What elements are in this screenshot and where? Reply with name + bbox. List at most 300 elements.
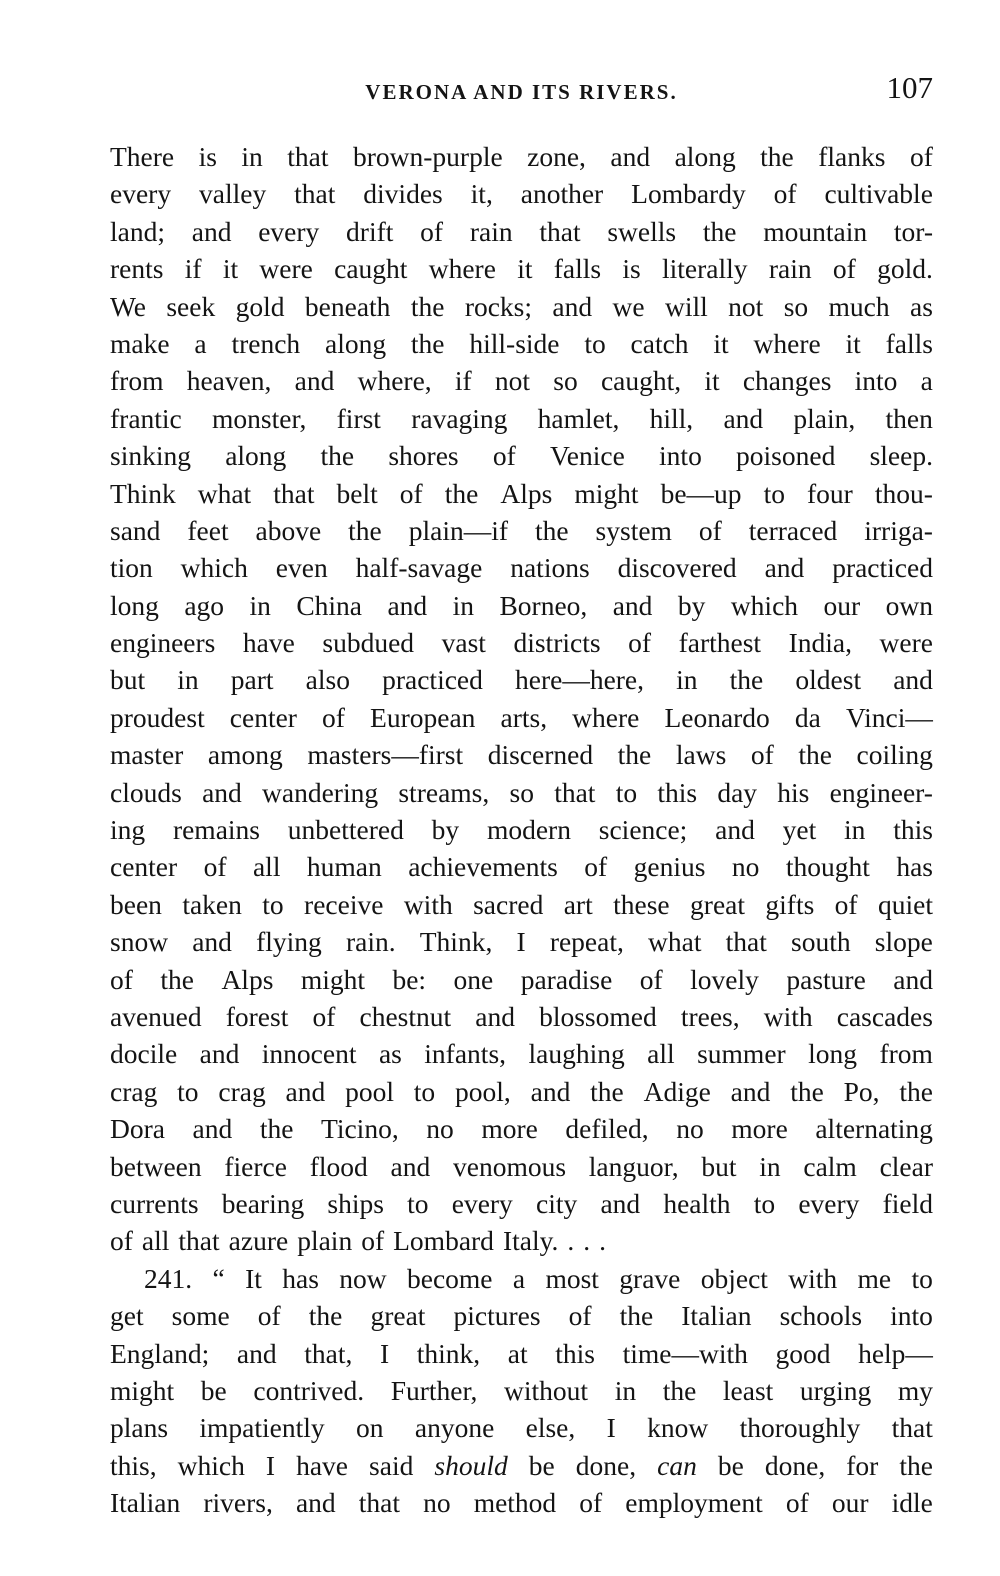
word: along xyxy=(324,327,387,359)
word: above xyxy=(255,514,322,546)
word: and xyxy=(294,365,335,397)
word: that xyxy=(358,1487,400,1519)
word: which xyxy=(730,589,799,621)
text-line-36 xyxy=(110,1447,933,1484)
text-line-29 xyxy=(110,1185,933,1222)
word: of xyxy=(785,1487,809,1519)
word: pool, xyxy=(455,1075,511,1107)
word: beneath xyxy=(304,290,391,322)
text-line-28 xyxy=(110,1148,933,1185)
word: zone, xyxy=(527,141,586,172)
word: gold. xyxy=(877,253,933,285)
word: to xyxy=(911,1262,933,1294)
word: India, xyxy=(788,627,852,659)
word: and xyxy=(199,1038,240,1070)
word: of xyxy=(584,851,608,883)
word: the xyxy=(590,1075,624,1107)
word: the xyxy=(760,141,794,172)
word: to xyxy=(753,1187,776,1219)
word: the xyxy=(899,1075,933,1107)
word: chestnut xyxy=(359,1000,452,1032)
word: the xyxy=(790,1075,824,1107)
word: a xyxy=(194,327,207,359)
word: belt xyxy=(336,477,378,509)
word: languor, xyxy=(588,1150,679,1182)
word: laughing xyxy=(528,1038,625,1070)
text-line-34 xyxy=(110,1372,933,1409)
word: much xyxy=(828,290,890,322)
word: is xyxy=(198,141,217,172)
word: crag xyxy=(110,1075,158,1107)
word: be xyxy=(200,1374,227,1406)
word: subdued xyxy=(322,627,415,659)
word: employment xyxy=(625,1487,763,1519)
text-line-26 xyxy=(110,1073,933,1110)
word: in xyxy=(249,589,271,621)
word: south xyxy=(791,926,851,958)
word: of xyxy=(568,1300,592,1332)
word: summer xyxy=(697,1038,786,1070)
word: to xyxy=(413,1075,436,1107)
word: into xyxy=(890,1300,933,1332)
text-line-8 xyxy=(110,400,933,437)
word: tion xyxy=(110,552,153,584)
word: Dora xyxy=(110,1113,165,1145)
word: Po, xyxy=(843,1075,880,1107)
text-line-12 xyxy=(110,549,933,586)
text-line-27 xyxy=(110,1110,933,1147)
word: alternating xyxy=(815,1113,933,1145)
word: ships xyxy=(327,1187,384,1219)
word: cascades xyxy=(836,1000,933,1032)
text-line-15 xyxy=(110,661,933,698)
word: more xyxy=(731,1113,788,1145)
word: can xyxy=(657,1449,697,1481)
word: along xyxy=(225,440,287,472)
word: of xyxy=(203,851,227,883)
word: to xyxy=(584,327,606,359)
word: these xyxy=(613,888,670,920)
word: then xyxy=(885,402,933,434)
word: frantic xyxy=(110,402,182,434)
word: been xyxy=(110,888,162,920)
word: every xyxy=(798,1187,860,1219)
word: Alps xyxy=(221,963,274,995)
word: clear xyxy=(879,1150,933,1182)
word: great xyxy=(690,888,745,920)
word: four xyxy=(807,477,853,509)
word: might xyxy=(300,963,366,995)
page-number: 107 xyxy=(886,70,933,105)
word: our xyxy=(831,1487,869,1519)
word: achievements xyxy=(408,851,558,883)
word: of xyxy=(639,963,663,995)
word: it, xyxy=(470,178,493,210)
word: every xyxy=(110,178,172,210)
word: I xyxy=(265,1449,276,1481)
word: this xyxy=(893,814,933,846)
word: repeat, xyxy=(549,926,624,958)
running-title: VERONA AND ITS RIVERS. xyxy=(365,80,678,104)
word: think, xyxy=(416,1337,481,1369)
word: where, xyxy=(357,365,432,397)
word: no xyxy=(731,851,760,883)
word: Borneo, xyxy=(499,589,588,621)
word: caught xyxy=(334,253,408,285)
word: in xyxy=(676,664,698,696)
text-line-19 xyxy=(110,811,933,848)
word: so xyxy=(509,776,534,808)
word: one xyxy=(453,963,494,995)
word: it xyxy=(704,365,720,397)
word: every xyxy=(451,1187,513,1219)
word: anyone xyxy=(414,1412,495,1444)
word: along xyxy=(674,141,736,172)
text-line-3 xyxy=(110,213,933,250)
word: if xyxy=(454,365,472,397)
word: the xyxy=(617,739,652,771)
word: where xyxy=(572,701,640,733)
text-line-21 xyxy=(110,886,933,923)
word: which xyxy=(177,1449,245,1481)
word: slope xyxy=(874,926,933,958)
word: that xyxy=(891,1412,933,1444)
word: the xyxy=(534,514,569,546)
word: rain xyxy=(768,253,812,285)
word: I xyxy=(606,1412,616,1444)
word: plain xyxy=(297,1225,353,1257)
word: hill-side xyxy=(469,327,560,359)
word: Think, xyxy=(419,926,493,958)
word: method xyxy=(473,1487,557,1519)
word: might xyxy=(574,477,639,509)
word: all xyxy=(647,1038,675,1070)
word: no xyxy=(426,1113,454,1145)
word: of xyxy=(579,1487,603,1519)
word: of xyxy=(257,1300,281,1332)
word: Venice xyxy=(550,440,625,472)
word: has xyxy=(896,851,933,883)
word: taken xyxy=(182,888,242,920)
word: and xyxy=(387,589,428,621)
word: coiling xyxy=(856,739,933,771)
word: me xyxy=(857,1262,892,1294)
word: impatiently xyxy=(199,1412,325,1444)
word: no xyxy=(676,1113,704,1145)
word: flood xyxy=(309,1150,368,1182)
word: arts, xyxy=(500,701,548,733)
word: all xyxy=(252,851,281,883)
word: trees, xyxy=(680,1000,740,1032)
word: human xyxy=(306,851,382,883)
text-line-31 xyxy=(110,1260,933,1297)
word: laws xyxy=(675,739,727,771)
word: that xyxy=(178,1225,220,1257)
word: the xyxy=(444,477,479,509)
word: the xyxy=(308,1300,343,1332)
word: Alps xyxy=(500,477,553,509)
word: as xyxy=(910,290,933,322)
word: and xyxy=(191,215,232,247)
word: is xyxy=(622,253,641,285)
word: gifts xyxy=(765,888,815,920)
word: as xyxy=(378,1038,402,1070)
word: were xyxy=(879,627,933,659)
word: calm xyxy=(803,1150,857,1182)
word: have xyxy=(296,1449,349,1481)
word: farthest xyxy=(678,627,762,659)
word: half-savage xyxy=(355,552,483,584)
word: long xyxy=(110,589,159,621)
word: and xyxy=(192,1113,233,1145)
word: currents xyxy=(110,1187,199,1219)
word: and xyxy=(715,814,755,846)
word: valley xyxy=(199,178,267,210)
word: hill, xyxy=(649,402,694,434)
word: a xyxy=(512,1262,526,1294)
text-line-35 xyxy=(110,1409,933,1446)
text-line-2 xyxy=(110,175,933,212)
word: good xyxy=(775,1337,831,1369)
word: so xyxy=(783,290,809,322)
word: in xyxy=(759,1150,781,1182)
word: wandering xyxy=(262,776,379,808)
word: by xyxy=(677,589,706,621)
word: venomous xyxy=(452,1150,567,1182)
word: in xyxy=(452,589,474,621)
word: that xyxy=(539,215,581,247)
text-line-10 xyxy=(110,475,933,512)
word: all xyxy=(141,1225,170,1257)
word: without xyxy=(504,1374,589,1406)
word: and xyxy=(552,290,593,322)
word: hamlet, xyxy=(537,402,620,434)
word: what xyxy=(648,926,702,958)
word: to xyxy=(262,888,284,920)
word: more xyxy=(481,1113,538,1145)
word: be xyxy=(528,1449,555,1481)
word: be—up xyxy=(660,477,742,509)
word: quiet xyxy=(877,888,933,920)
word: said xyxy=(369,1449,414,1481)
word: time—with xyxy=(622,1337,748,1369)
word: with xyxy=(403,888,453,920)
word: not xyxy=(728,290,764,322)
word: the xyxy=(798,739,832,771)
word: thou- xyxy=(874,477,933,509)
word: practiced xyxy=(382,664,483,696)
text-line-16 xyxy=(110,699,933,736)
word: day xyxy=(717,776,758,808)
word: most xyxy=(545,1262,599,1294)
word: of xyxy=(110,1225,133,1257)
word: plain, xyxy=(793,402,856,434)
word: our xyxy=(823,589,861,621)
word: irriga- xyxy=(864,514,933,546)
word: health xyxy=(663,1187,731,1219)
word: monster, xyxy=(212,402,307,434)
word: sacred xyxy=(473,888,544,920)
word: for xyxy=(846,1449,879,1481)
word: own xyxy=(885,589,933,621)
word: trench xyxy=(231,327,301,359)
word: tor- xyxy=(893,215,933,247)
word: Italy. xyxy=(502,1225,559,1257)
word: know xyxy=(647,1412,709,1444)
word: has xyxy=(282,1262,319,1294)
word: engineer- xyxy=(829,776,933,808)
word: it xyxy=(845,327,861,359)
word: Further, xyxy=(390,1374,478,1406)
word: blossomed xyxy=(539,1000,657,1032)
text-line-22 xyxy=(110,923,933,960)
word: and xyxy=(610,141,651,172)
word: urging xyxy=(799,1374,872,1406)
word: into xyxy=(854,365,898,397)
word: and xyxy=(192,926,232,958)
word: vast xyxy=(441,627,486,659)
text-line-6 xyxy=(110,325,933,362)
word: falls xyxy=(885,327,933,359)
word: China xyxy=(296,589,363,621)
word: of xyxy=(312,1000,336,1032)
word: the xyxy=(410,290,445,322)
word: from xyxy=(879,1038,933,1070)
word: England; xyxy=(110,1337,210,1369)
word: this, xyxy=(110,1449,157,1481)
word: masters—first xyxy=(307,739,464,771)
word: first xyxy=(336,402,381,434)
word: have xyxy=(242,627,295,659)
word: Leonardo xyxy=(664,701,770,733)
word: be xyxy=(717,1449,744,1481)
word: innocent xyxy=(261,1038,357,1070)
word: the xyxy=(729,664,764,696)
word: into xyxy=(659,440,702,472)
word: between xyxy=(110,1150,202,1182)
word: schools xyxy=(779,1300,863,1332)
word: feet xyxy=(187,514,229,546)
word: bearing xyxy=(221,1187,305,1219)
word: no xyxy=(423,1487,451,1519)
word: in xyxy=(241,141,263,172)
word: plain—if xyxy=(408,514,509,546)
word: rivers, xyxy=(203,1487,273,1519)
word: rocks; xyxy=(464,290,533,322)
text-line-32 xyxy=(110,1297,933,1334)
word: oldest xyxy=(795,664,862,696)
word: districts xyxy=(513,627,601,659)
word: were xyxy=(259,253,313,285)
word: the xyxy=(410,327,445,359)
word: yet xyxy=(782,814,817,846)
word: I xyxy=(379,1337,390,1369)
word: We xyxy=(110,290,146,322)
text-line-11 xyxy=(110,512,933,549)
word: genius xyxy=(633,851,706,883)
word: this xyxy=(555,1337,595,1369)
word: the xyxy=(702,215,737,247)
word: . xyxy=(567,1225,575,1257)
word: in xyxy=(844,814,866,846)
text-line-30 xyxy=(110,1222,933,1259)
word: and xyxy=(764,552,805,584)
word: of xyxy=(492,440,516,472)
word: object xyxy=(700,1262,768,1294)
word: proudest xyxy=(110,701,205,733)
word: with xyxy=(788,1262,838,1294)
word: docile xyxy=(110,1038,178,1070)
word: thought xyxy=(785,851,870,883)
text-line-24 xyxy=(110,998,933,1035)
word: It xyxy=(245,1262,262,1294)
word: the xyxy=(320,440,355,472)
word: thoroughly xyxy=(739,1412,861,1444)
word: this xyxy=(657,776,698,808)
word: of xyxy=(698,514,722,546)
word: Italian xyxy=(110,1487,181,1519)
word: the xyxy=(259,1113,294,1145)
word: . xyxy=(583,1225,591,1257)
word: receive xyxy=(304,888,384,920)
text-line-18 xyxy=(110,774,933,811)
word: plans xyxy=(110,1412,169,1444)
word: and xyxy=(612,589,653,621)
word: to xyxy=(615,776,638,808)
word: of xyxy=(420,215,444,247)
word: sleep. xyxy=(869,440,933,472)
word: discerned xyxy=(487,739,594,771)
word: will xyxy=(665,290,708,322)
word: the xyxy=(619,1300,654,1332)
word: with xyxy=(763,1000,813,1032)
word: Vinci— xyxy=(845,701,933,733)
word: There xyxy=(110,141,175,172)
word: crag xyxy=(218,1075,266,1107)
word: least xyxy=(722,1374,774,1406)
word: and xyxy=(285,1075,326,1107)
word: literally xyxy=(662,253,748,285)
word: drift xyxy=(346,215,394,247)
word: and xyxy=(295,1487,336,1519)
word: his xyxy=(777,776,810,808)
word: so xyxy=(553,365,578,397)
word: Italian xyxy=(681,1300,752,1332)
word: of xyxy=(909,141,933,172)
word: and xyxy=(236,1337,277,1369)
word: mountain xyxy=(763,215,868,247)
word: and xyxy=(893,664,933,696)
word: paradise xyxy=(520,963,613,995)
word: terraced xyxy=(748,514,838,546)
word: heaven, xyxy=(186,365,272,397)
word: 241. xyxy=(144,1262,193,1294)
word: the xyxy=(348,514,382,546)
word: azure xyxy=(228,1225,289,1257)
word: if xyxy=(184,253,202,285)
word: rain xyxy=(469,215,513,247)
word: and xyxy=(600,1187,641,1219)
word: some xyxy=(171,1300,230,1332)
word: that xyxy=(554,776,596,808)
word: land; xyxy=(110,215,165,247)
word: done, xyxy=(764,1449,826,1481)
word: pool xyxy=(345,1075,394,1107)
word: “ xyxy=(212,1262,225,1294)
text-line-5 xyxy=(110,288,933,325)
word: fierce xyxy=(224,1150,287,1182)
word: forest xyxy=(225,1000,289,1032)
